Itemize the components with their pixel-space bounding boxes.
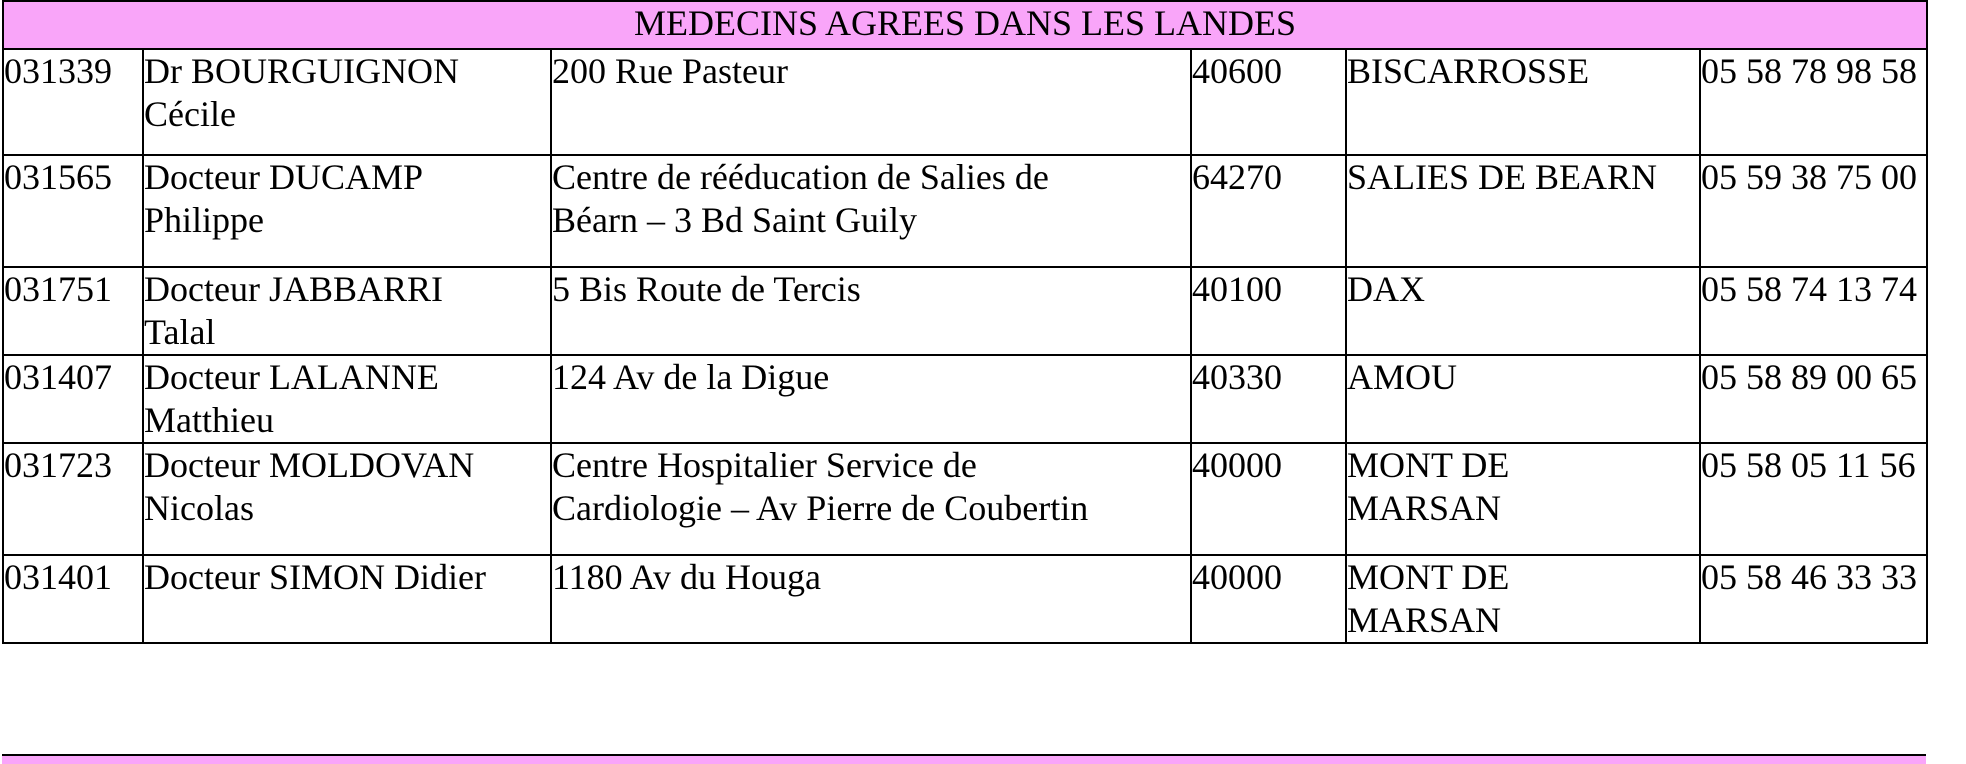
address-line: 200 Rue Pasteur (552, 51, 788, 91)
code-cell: 031407 (3, 355, 143, 443)
code-cell: 031339 (3, 49, 143, 155)
name-line: Docteur MOLDOVAN (144, 445, 475, 485)
address-line: Centre Hospitalier Service de (552, 445, 977, 485)
address-line: 5 Bis Route de Tercis (552, 269, 861, 309)
phone-cell: 05 58 89 00 65 (1700, 355, 1927, 443)
physicians-table (2, 0, 1928, 644)
title-row (3, 1, 1927, 49)
name-line: Docteur SIMON Didier (144, 557, 486, 597)
city-line: MONT DE (1347, 557, 1510, 597)
name-line: Docteur DUCAMP (144, 157, 423, 197)
address-cell (551, 555, 1191, 643)
postal-code-cell: 64270 (1191, 155, 1346, 267)
name-line: Nicolas (144, 488, 254, 528)
city-cell (1346, 355, 1700, 443)
phone-cell: 05 58 46 33 33 (1700, 555, 1927, 643)
phone-cell: 05 58 74 13 74 (1700, 267, 1927, 355)
name-line: Dr BOURGUIGNON (144, 51, 459, 91)
phone-cell: 05 58 78 98 58 (1700, 49, 1927, 155)
table-row (3, 155, 1927, 267)
address-line: Béarn – 3 Bd Saint Guily (552, 200, 917, 240)
code-cell: 031751 (3, 267, 143, 355)
table-row (3, 49, 1927, 155)
address-cell (551, 443, 1191, 555)
name-cell (143, 443, 551, 555)
name-cell (143, 355, 551, 443)
code-cell: 031401 (3, 555, 143, 643)
address-line: Centre de rééducation de Salies de (552, 157, 1049, 197)
name-line: Philippe (144, 200, 265, 240)
name-line: Docteur LALANNE (144, 357, 439, 397)
code-cell: 031565 (3, 155, 143, 267)
name-line: Matthieu (144, 400, 274, 440)
postal-code-cell: 40600 (1191, 49, 1346, 155)
next-header-band (2, 754, 1926, 764)
postal-code-cell: 40000 (1191, 443, 1346, 555)
address-line: 124 Av de la Digue (552, 357, 830, 397)
table-title: MEDECINS AGREES DANS LES LANDES (3, 1, 1927, 49)
city-line: SALIES DE BEARN (1347, 157, 1658, 197)
table-row (3, 443, 1927, 555)
city-line: DAX (1347, 269, 1425, 309)
address-line: 1180 Av du Houga (552, 557, 821, 597)
city-line: MONT DE (1347, 445, 1510, 485)
name-cell (143, 49, 551, 155)
address-cell (551, 355, 1191, 443)
address-cell (551, 267, 1191, 355)
phone-cell: 05 59 38 75 00 (1700, 155, 1927, 267)
city-line: BISCARROSSE (1347, 51, 1590, 91)
table-row (3, 355, 1927, 443)
address-cell (551, 49, 1191, 155)
phone-cell: 05 58 05 11 56 (1700, 443, 1927, 555)
city-line: AMOU (1347, 357, 1458, 397)
table-row (3, 267, 1927, 355)
city-cell (1346, 555, 1700, 643)
address-cell (551, 155, 1191, 267)
postal-code-cell: 40000 (1191, 555, 1346, 643)
name-cell (143, 555, 551, 643)
code-cell: 031723 (3, 443, 143, 555)
table-body (3, 1, 1927, 643)
name-cell (143, 155, 551, 267)
city-cell (1346, 155, 1700, 267)
postal-code-cell: 40100 (1191, 267, 1346, 355)
name-line: Talal (144, 312, 216, 352)
table-row (3, 555, 1927, 643)
name-line: Docteur JABBARRI (144, 269, 443, 309)
address-line: Cardiologie – Av Pierre de Coubertin (552, 488, 1089, 528)
city-line: MARSAN (1347, 488, 1502, 528)
postal-code-cell: 40330 (1191, 355, 1346, 443)
city-line: MARSAN (1347, 600, 1502, 640)
city-cell (1346, 443, 1700, 555)
city-cell (1346, 267, 1700, 355)
name-cell (143, 267, 551, 355)
name-line: Cécile (144, 94, 236, 134)
city-cell (1346, 49, 1700, 155)
